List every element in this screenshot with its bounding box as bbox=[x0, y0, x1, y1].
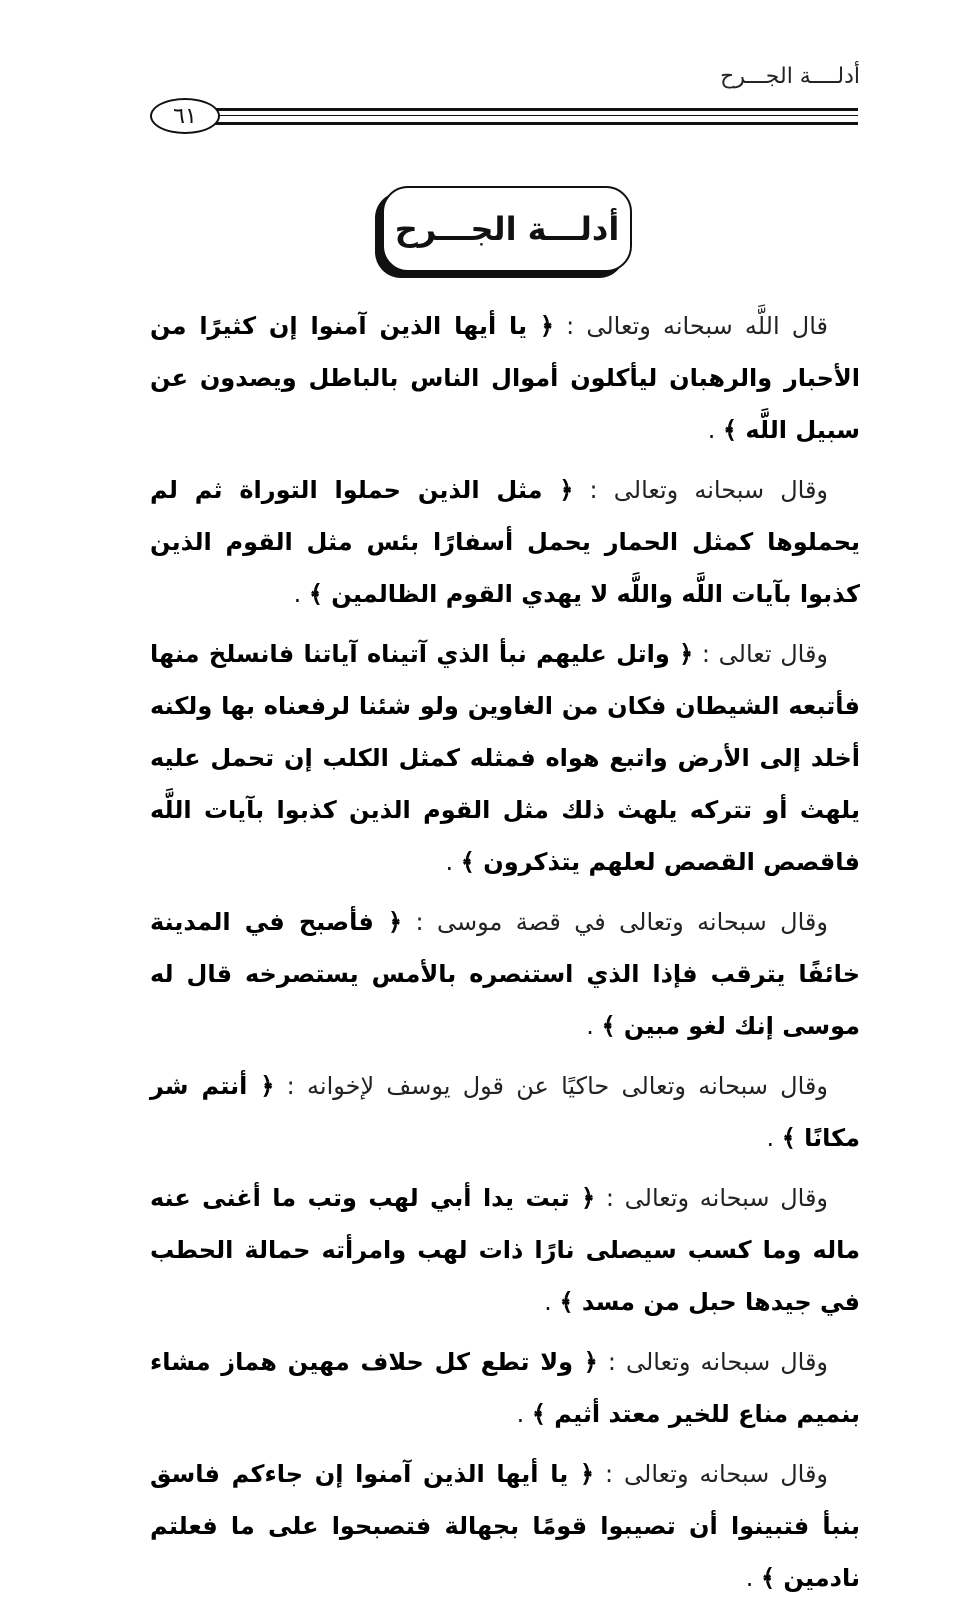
paragraph-end: . bbox=[586, 1012, 602, 1040]
paragraph-intro: وقال تعالى : bbox=[693, 640, 829, 668]
quran-verse: ﴿ فأصبح في المدينة خائفًا يترقب فإذا الذي استنصره بالأمس يستصرخه قال له موسى إنك لغو مبين ﴾ bbox=[150, 908, 860, 1040]
quran-verse: ﴿ واتل عليهم نبأ الذي آتيناه آياتنا فانسلخ منها فأتبعه الشيطان فكان من الغاوين ولو شئنا لرفعناه بها ولكنه أخلد إلى الأرض واتبع هواه فمثله كمثل الكلب إن تحمل عليه يلهث أو تتركه يلهث ذلك مثل القوم الذين كذبوا بآيات اللَّه فاقصص القصص لعلهم يتذكرون ﴾ bbox=[150, 640, 860, 876]
quran-verse: ﴿ تبت يدا أبي لهب وتب ما أغنى عنه ماله وما كسب سيصلى نارًا ذات لهب وامرأته حمالة الحطب في جيدها حبل من مسد ﴾ bbox=[150, 1184, 860, 1316]
quran-verse: ﴿ يا أيها الذين آمنوا إن جاءكم فاسق بنبأ فتبينوا أن تصيبوا قومًا بجهالة فتصبحوا على ما فعلتم نادمين ﴾ bbox=[150, 1460, 860, 1592]
paragraph bbox=[150, 896, 860, 1052]
paragraph bbox=[150, 300, 860, 456]
paragraph-intro: وقال سبحانه وتعالى : bbox=[573, 476, 828, 504]
body-text bbox=[150, 300, 860, 1612]
paragraph bbox=[150, 464, 860, 620]
quran-verse: ﴿ أنتم شر مكانًا ﴾ bbox=[150, 1072, 860, 1152]
paragraph-intro: وقال سبحانه وتعالى حاكيًا عن قول يوسف لإخوانه : bbox=[274, 1072, 828, 1100]
section-title: أدلـــة الجـــرح bbox=[394, 210, 620, 248]
paragraph bbox=[150, 1336, 860, 1440]
paragraph-intro: وقال سبحانه وتعالى : bbox=[597, 1348, 829, 1376]
paragraph-intro: وقال سبحانه وتعالى في قصة موسى : bbox=[402, 908, 828, 936]
running-header-title: أدلــــة الجـــرح bbox=[720, 64, 860, 89]
paragraph-end: . bbox=[445, 848, 461, 876]
quran-verse: ﴿ يا أيها الذين آمنوا إن كثيرًا من الأحبار والرهبان ليأكلون أموال الناس بالباطل ويصدون عن سبيل اللَّه ﴾ bbox=[150, 312, 860, 444]
paragraph bbox=[150, 1448, 860, 1604]
paragraph-end: . bbox=[516, 1400, 532, 1428]
paragraph-end: . bbox=[707, 416, 724, 444]
header-rule-thick bbox=[205, 108, 858, 111]
page-number: ٦١ bbox=[150, 98, 220, 134]
paragraph-end: . bbox=[766, 1124, 782, 1152]
header-rule-thick-lower bbox=[205, 122, 858, 125]
paragraph-intro: وقال سبحانه وتعالى : bbox=[595, 1184, 828, 1212]
paragraph-intro: وقال سبحانه وتعالى : bbox=[594, 1460, 829, 1488]
paragraph-end: . bbox=[293, 580, 309, 608]
paragraph-intro: قال اللَّه سبحانه وتعالى : bbox=[554, 312, 828, 340]
paragraph bbox=[150, 1060, 860, 1164]
paragraph-end: . bbox=[544, 1288, 560, 1316]
section-title-box bbox=[382, 186, 632, 272]
header-rule-thin bbox=[205, 115, 858, 116]
paragraph bbox=[150, 628, 860, 888]
quran-verse: ﴿ مثل الذين حملوا التوراة ثم لم يحملوها كمثل الحمار يحمل أسفارًا بئس مثل القوم الذين كذبوا بآيات اللَّه واللَّه لا يهدي القوم الظالمين ﴾ bbox=[150, 476, 860, 608]
paragraph bbox=[150, 1172, 860, 1328]
paragraph-end: . bbox=[745, 1564, 761, 1592]
quran-verse: ﴿ ولا تطع كل حلاف مهين هماز مشاء بنميم مناع للخير معتد أثيم ﴾ bbox=[150, 1348, 860, 1428]
